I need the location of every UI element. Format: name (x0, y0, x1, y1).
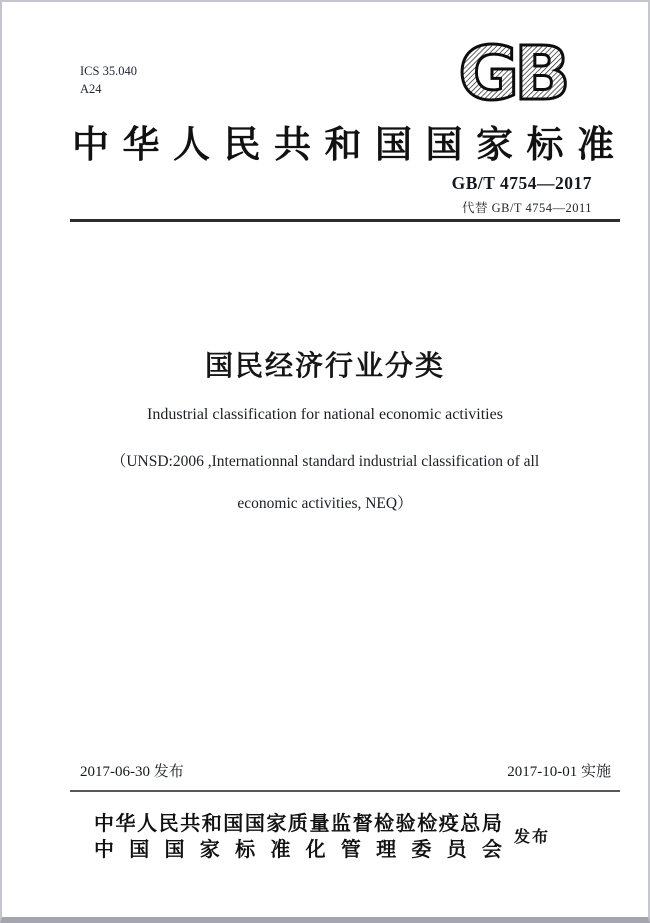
issue-date: 2017-06-30 发布 (80, 764, 184, 780)
issuer-line-2: 中 国 国 家 标 准 化 管 理 委 员 会 (94, 838, 502, 861)
national-standard-heading: 中 华 人 民 共 和 国 国 家 标 准 (72, 125, 614, 166)
standard-number: GB/T 4754—2017 (451, 173, 592, 193)
gb-logo (435, 36, 590, 115)
publish-label: 发布 (514, 829, 551, 846)
ics-code: ICS 35.040 (80, 64, 137, 78)
reference-standard-line1: （UNSD:2006 ,Internationnal standard industrial classification of all (110, 453, 540, 470)
gb-logo-text: GB (458, 36, 566, 110)
category-code: A24 (80, 82, 102, 96)
implementation-date: 2017-10-01 实施 (507, 764, 611, 780)
footer-rule (70, 790, 620, 792)
reference-standard-line2: economic activities, NEQ） (237, 495, 413, 512)
document-title-en: Industrial classification for national economic activities (147, 406, 503, 423)
ics-block (80, 62, 137, 98)
replaces-note: 代替 GB/T 4754—2011 (461, 201, 592, 215)
gb-logo-icon (435, 36, 590, 110)
issuer-block (94, 808, 502, 860)
standard-number-block (452, 173, 592, 216)
document-title-cn: 国民经济行业分类 (204, 350, 445, 381)
header-rule (70, 219, 620, 222)
issuer-line-1: 中 华 人 民 共 和 国 国 家 质 量 监 督 检 验 检 疫 总 局 (94, 812, 502, 835)
